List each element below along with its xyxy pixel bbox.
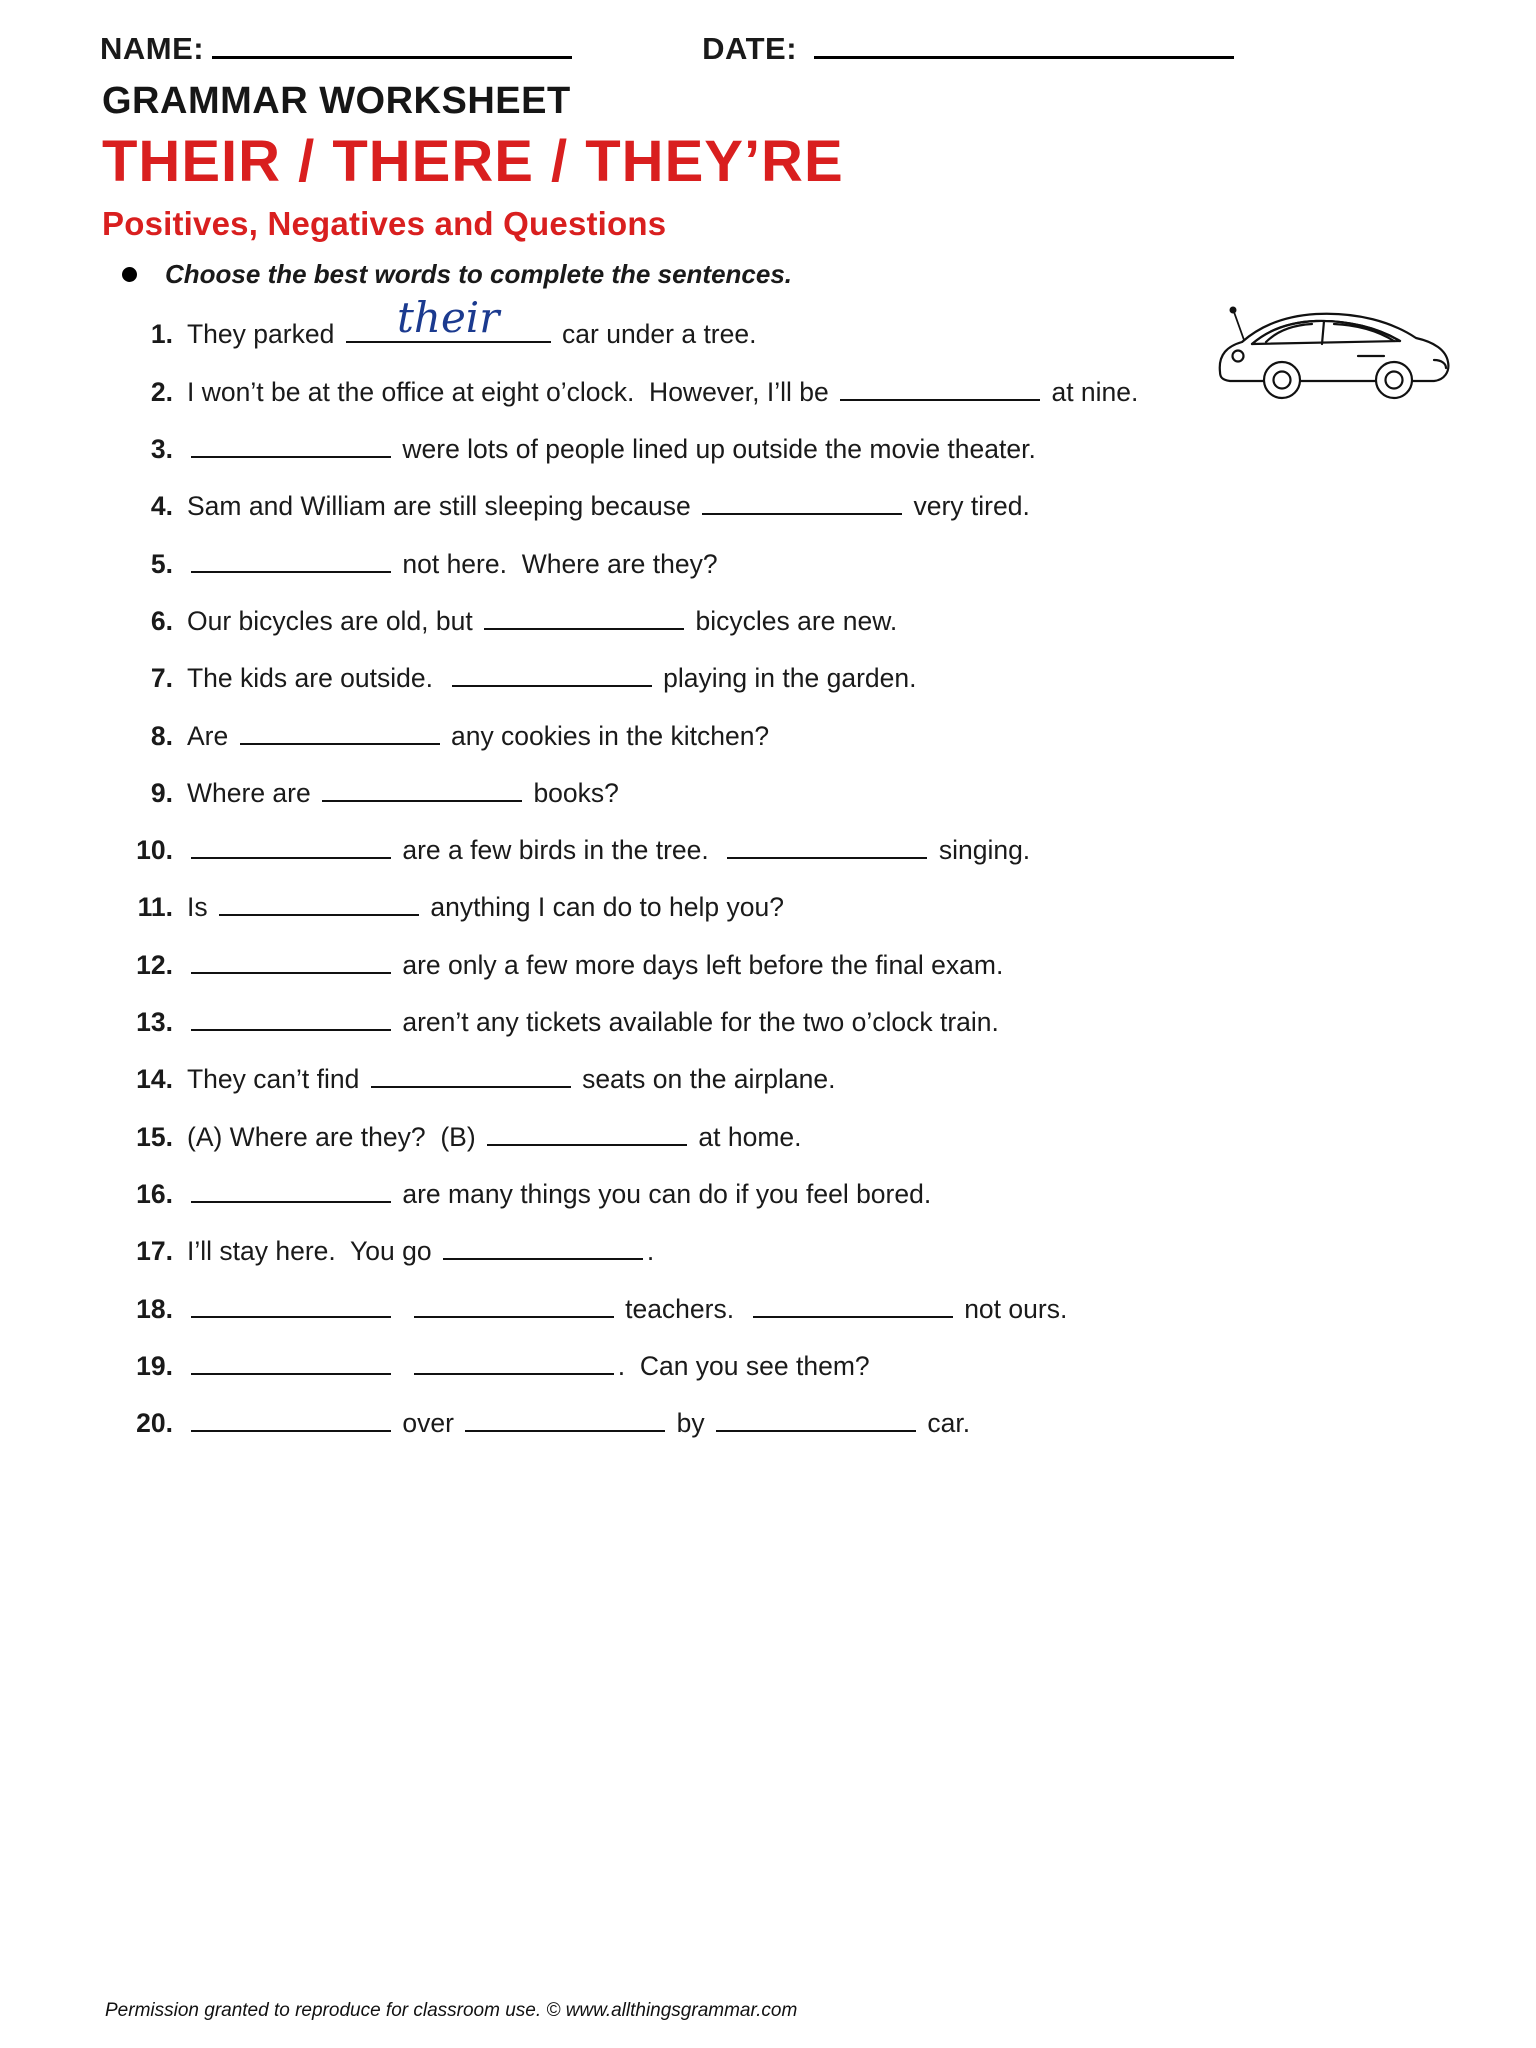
question-number: 13. [136, 1007, 173, 1038]
question-row [115, 775, 1456, 810]
instruction-row [60, 259, 1476, 290]
question-text: seats on the airplane. [574, 1064, 836, 1095]
answer-blank[interactable] [322, 775, 522, 802]
question-number: 19. [136, 1350, 173, 1381]
question-number: 1. [150, 319, 173, 350]
question-text: They parked [187, 319, 342, 350]
question-body [187, 1061, 835, 1096]
page-subtitle: Positives, Negatives and Questions [102, 205, 667, 243]
question-row [115, 718, 1456, 753]
question-body [187, 832, 1030, 867]
question-row [115, 1004, 1456, 1039]
question-row [115, 1061, 1456, 1096]
question-row [115, 546, 1456, 581]
question-row [115, 1233, 1456, 1268]
bullet-icon [122, 267, 137, 282]
question-number: 9. [150, 777, 173, 808]
question-number: 11. [137, 892, 173, 923]
answer-blank[interactable] [371, 1061, 571, 1088]
question-number: 18. [136, 1293, 173, 1324]
answer-blank[interactable] [727, 832, 927, 859]
question-number: 8. [150, 720, 173, 751]
answer-blank[interactable] [452, 660, 652, 687]
answer-blank[interactable] [484, 603, 684, 630]
question-row [115, 488, 1456, 523]
question-number: 12. [136, 949, 173, 980]
question-body [187, 775, 619, 810]
answer-blank[interactable] [191, 1405, 391, 1432]
question-text: teachers. [617, 1293, 749, 1324]
question-body [187, 603, 897, 638]
question-number: 7. [150, 663, 173, 694]
answer-blank[interactable] [240, 718, 440, 745]
date-label: DATE: [702, 31, 798, 66]
worksheet-kicker: GRAMMAR WORKSHEET [102, 80, 571, 122]
question-body [187, 1405, 970, 1440]
answer-blank[interactable] [840, 374, 1040, 401]
question-text: by [669, 1408, 712, 1439]
question-body [187, 718, 769, 753]
question-row [115, 660, 1456, 695]
question-text: Is [187, 892, 215, 923]
question-text: Are [187, 720, 236, 751]
question-body [187, 1119, 802, 1154]
question-row [115, 1405, 1456, 1440]
question-text: over [395, 1408, 462, 1439]
answer-blank[interactable] [191, 1004, 391, 1031]
answer-blank[interactable] [191, 431, 391, 458]
question-text: bicycles are new. [688, 605, 898, 636]
questions-list [60, 293, 1476, 1439]
question-number: 3. [150, 434, 173, 465]
name-date-row [60, 0, 1476, 67]
answer-blank[interactable] [487, 1119, 687, 1146]
name-label: NAME: [100, 31, 205, 66]
date-group [702, 30, 1234, 67]
question-text: not here. Where are they? [395, 548, 718, 579]
footer-credit: Permission granted to reproduce for classroom use. © www.allthingsgrammar.com [105, 2000, 798, 2021]
name-input-line[interactable] [212, 30, 572, 59]
answer-blank[interactable] [443, 1233, 643, 1260]
question-text: car. [920, 1408, 971, 1439]
question-number: 2. [150, 376, 173, 407]
answer-blank[interactable] [191, 1176, 391, 1203]
question-text: very tired. [906, 491, 1030, 522]
car-illustration [1208, 300, 1458, 410]
question-text: books? [526, 777, 619, 808]
question-row [115, 603, 1456, 638]
question-row [115, 889, 1456, 924]
question-text: Where are [187, 777, 319, 808]
question-text: at nine. [1044, 376, 1139, 407]
question-text: not ours. [956, 1293, 1068, 1324]
question-number: 5. [150, 548, 173, 579]
answer-blank[interactable] [716, 1405, 916, 1432]
answer-blank[interactable] [414, 1291, 614, 1318]
question-body [187, 1004, 999, 1039]
question-body [187, 660, 917, 695]
question-text: car under a tree. [554, 319, 757, 350]
question-body [187, 431, 1036, 466]
question-text: I won’t be at the office at eight o’clock. However, I’ll be [187, 376, 837, 407]
question-row [115, 832, 1456, 867]
question-row [115, 1348, 1456, 1383]
question-number: 6. [150, 605, 173, 636]
question-text: any cookies in the kitchen? [443, 720, 770, 751]
answer-blank[interactable] [702, 488, 902, 515]
question-number: 14. [136, 1064, 173, 1095]
question-body [187, 374, 1138, 409]
question-text: I’ll stay here. You go [187, 1236, 439, 1267]
answer-blank[interactable] [191, 546, 391, 573]
question-body [187, 1233, 654, 1268]
question-number: 16. [136, 1178, 173, 1209]
question-row [115, 947, 1456, 982]
question-row [115, 1176, 1456, 1211]
question-body [187, 889, 784, 924]
question-number: 4. [150, 491, 173, 522]
question-text: playing in the garden. [655, 663, 917, 694]
question-text: . Can you see them? [617, 1350, 870, 1381]
answer-blank[interactable] [346, 293, 551, 343]
question-row [115, 1291, 1456, 1326]
instruction-text: Choose the best words to complete the sentences. [165, 259, 793, 290]
answer-blank[interactable] [753, 1291, 953, 1318]
question-text: Sam and William are still sleeping because [187, 491, 699, 522]
filled-answer: their [397, 293, 500, 343]
page-title: THEIR / THERE / THEY’RE [102, 128, 844, 194]
answer-blank[interactable] [191, 947, 391, 974]
question-body [187, 1348, 870, 1383]
question-text: are many things you can do if you feel bored. [395, 1178, 932, 1209]
question-text: The kids are outside. [187, 663, 448, 694]
question-text: They can’t find [187, 1064, 367, 1095]
question-body [187, 1291, 1067, 1326]
date-input-line[interactable] [814, 30, 1234, 59]
question-row [115, 431, 1456, 466]
answer-blank[interactable] [191, 1348, 391, 1375]
question-text [395, 1351, 410, 1381]
answer-blank[interactable] [414, 1348, 614, 1375]
answer-blank[interactable] [191, 1291, 391, 1318]
question-number: 15. [136, 1121, 173, 1152]
question-body [187, 546, 718, 581]
question-row [115, 1119, 1456, 1154]
question-body [187, 1176, 931, 1211]
question-text: Our bicycles are old, but [187, 605, 481, 636]
title-block [60, 81, 1476, 243]
question-text: anything I can do to help you? [422, 892, 784, 923]
answer-blank[interactable] [191, 832, 391, 859]
question-text: . [646, 1236, 655, 1267]
question-number: 10. [136, 835, 173, 866]
question-body [187, 947, 1003, 982]
question-text [395, 1294, 410, 1324]
question-number: 20. [136, 1408, 173, 1439]
answer-blank[interactable] [219, 889, 419, 916]
question-body [187, 488, 1030, 523]
question-body [187, 293, 757, 351]
question-text: (A) Where are they? (B) [187, 1121, 484, 1152]
question-text: at home. [691, 1121, 802, 1152]
question-number: 17. [136, 1236, 173, 1267]
question-text: were lots of people lined up outside the movie theater. [395, 434, 1036, 465]
question-text: singing. [931, 835, 1031, 866]
question-text: are only a few more days left before the final exam. [395, 949, 1004, 980]
question-text: aren’t any tickets available for the two o’clock train. [395, 1007, 999, 1038]
answer-blank[interactable] [465, 1405, 665, 1432]
question-text: are a few birds in the tree. [395, 835, 724, 866]
